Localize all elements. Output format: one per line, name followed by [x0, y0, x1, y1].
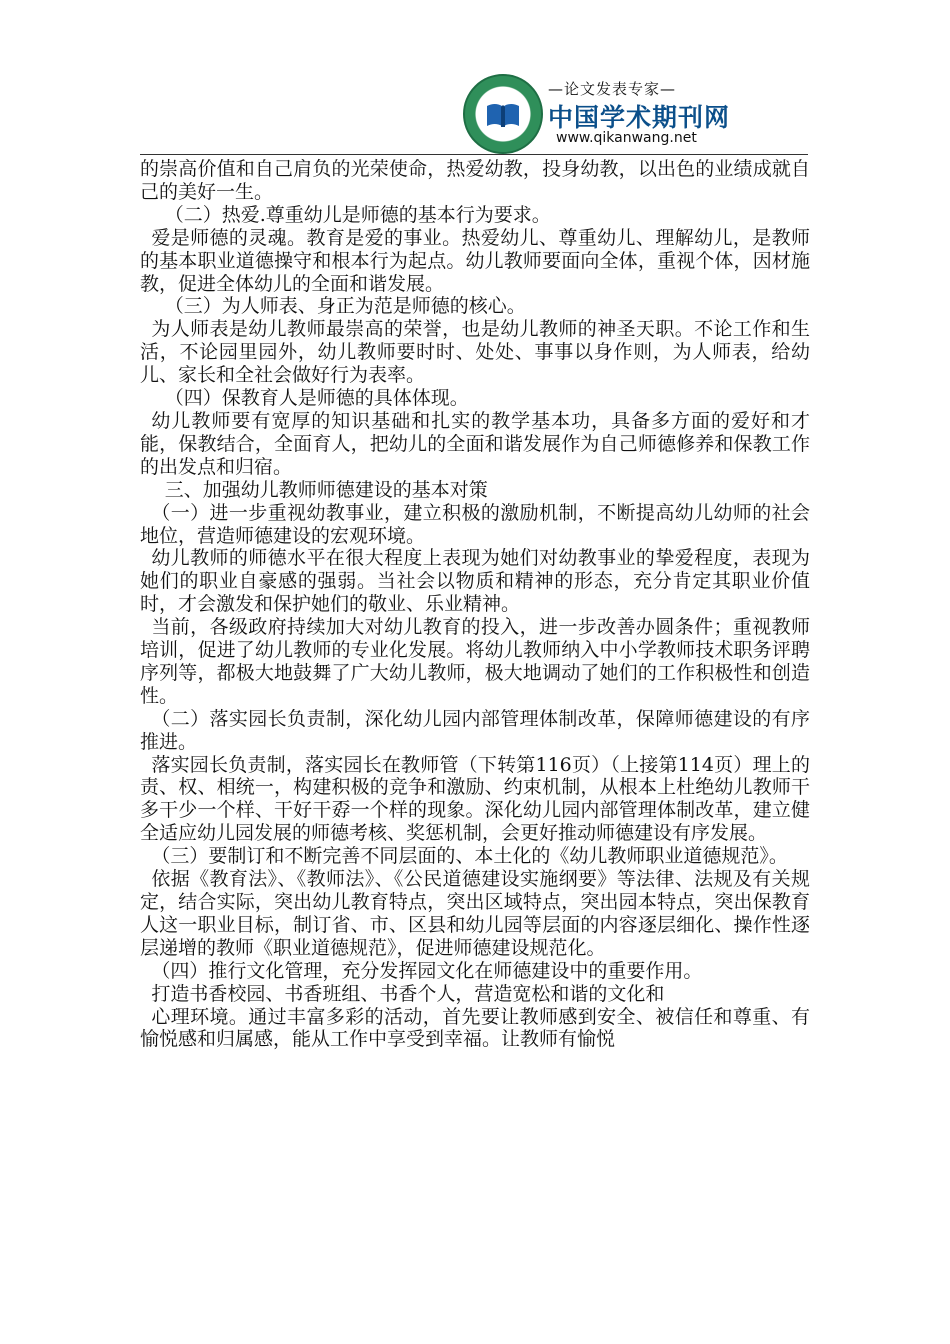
section-heading: 三、加强幼儿教师师德建设的基本对策	[164, 478, 488, 501]
paragraph: 当前，各级政府持续加大对幼儿教育的投入，进一步改善办圆条件；重视教师培训，促进了幼儿教师的专业化发展。将幼儿教师纳入中小学教师技术职务评聘序列等，都极大地鼓舞了广大幼儿教师，极大地调动了她们的工作积极性和创造性。	[140, 616, 810, 707]
paragraph: 幼儿教师要有宽厚的知识基础和扎实的教学基本功，具备多方面的爱好和才能，保教结合，全面育人，把幼儿的全面和谐发展作为自己师德修养和保教工作的出发点和归宿。	[140, 409, 810, 478]
paragraph: 落实园长负责制，落实园长在教师管（下转第116页）（上接第114页）理上的责、权、相统一，构建积极的竞争和激励、约束机制，从根本上杜绝幼儿教师干多干少一个样、干好干孬一个样的现象。深化幼儿园内部管理体制改革，建立健全适应幼儿园发展的师德考核、奖惩机制，会更好推动师德建设有序发展。	[140, 753, 810, 845]
paragraph: （四）推行文化管理，充分发挥园文化在师德建设中的重要作用。	[151, 959, 703, 982]
paragraph: 的崇高价值和自己肩负的光荣使命，热爱幼教，投身幼教，以出色的业绩成就自己的美好一生。	[140, 158, 810, 203]
page-header	[0, 0, 950, 158]
logo-tagline: —论文发表专家—	[548, 80, 677, 98]
article-body	[140, 158, 810, 1051]
section-heading: （三）为人师表、身正为范是师德的核心。	[164, 295, 526, 318]
section-heading: （二）热爱.尊重幼儿是师德的基本行为要求。	[164, 203, 551, 226]
logo-emblem	[463, 74, 543, 154]
paragraph: 幼儿教师的师德水平在很大程度上表现为她们对幼教事业的挚爱程度，表现为她们的职业自豪感的强弱。当社会以物质和精神的形态，充分肯定其职业价值时，才会激发和保护她们的敬业、乐业精神。	[140, 547, 810, 616]
paragraph: 心理环境。通过丰富多彩的活动，首先要让教师感到安全、被信任和尊重、有愉悦感和归属感，能从工作中享受到幸福。让教师有愉悦	[140, 1005, 810, 1051]
paragraph: 依据《教育法》、《教师法》、《公民道德建设实施纲要》等法律、法规及有关规定，结合实际，突出幼儿教育特点，突出区域特点，突出园本特点，突出保教育人这一职业目标，制订省、市、区县和幼儿园等层面的内容逐层细化、操作性逐层递增的教师《职业道德规范》，促进师德建设规范化。	[140, 868, 810, 959]
logo-name: 中国学术期刊网	[548, 103, 731, 132]
header-divider	[140, 154, 808, 155]
paragraph: （一）进一步重视幼教事业，建立积极的激励机制，不断提高幼儿幼师的社会地位，营造师德建设的宏观环境。	[140, 501, 810, 547]
paragraph: （三）要制订和不断完善不同层面的、本土化的《幼儿教师职业道德规范》。	[151, 845, 788, 868]
paragraph: 为人师表是幼儿教师最崇高的荣誉，也是幼儿教师的神圣天职。不论工作和生活，不论园里园外，幼儿教师要时时、处处、事事以身作则，为人师表，给幼儿、家长和全社会做好行为表率。	[140, 318, 810, 387]
paragraph: 打造书香校园、书香班组、书香个人，营造宽松和谐的文化和	[151, 982, 665, 1005]
logo-url: www.qikanwang.net	[556, 130, 697, 146]
paragraph: （二）落实园长负责制，深化幼儿园内部管理体制改革，保障师德建设的有序推进。	[140, 707, 810, 753]
book-icon	[465, 76, 541, 152]
section-heading: （四）保教育人是师德的具体体现。	[164, 387, 469, 410]
paragraph: 爱是师德的灵魂。教育是爱的事业。热爱幼儿、尊重幼儿、理解幼儿，是教师的基本职业道德操守和根本行为起点。幼儿教师要面向全体，重视个体，因材施教，促进全体幼儿的全面和谐发展。	[140, 226, 810, 295]
